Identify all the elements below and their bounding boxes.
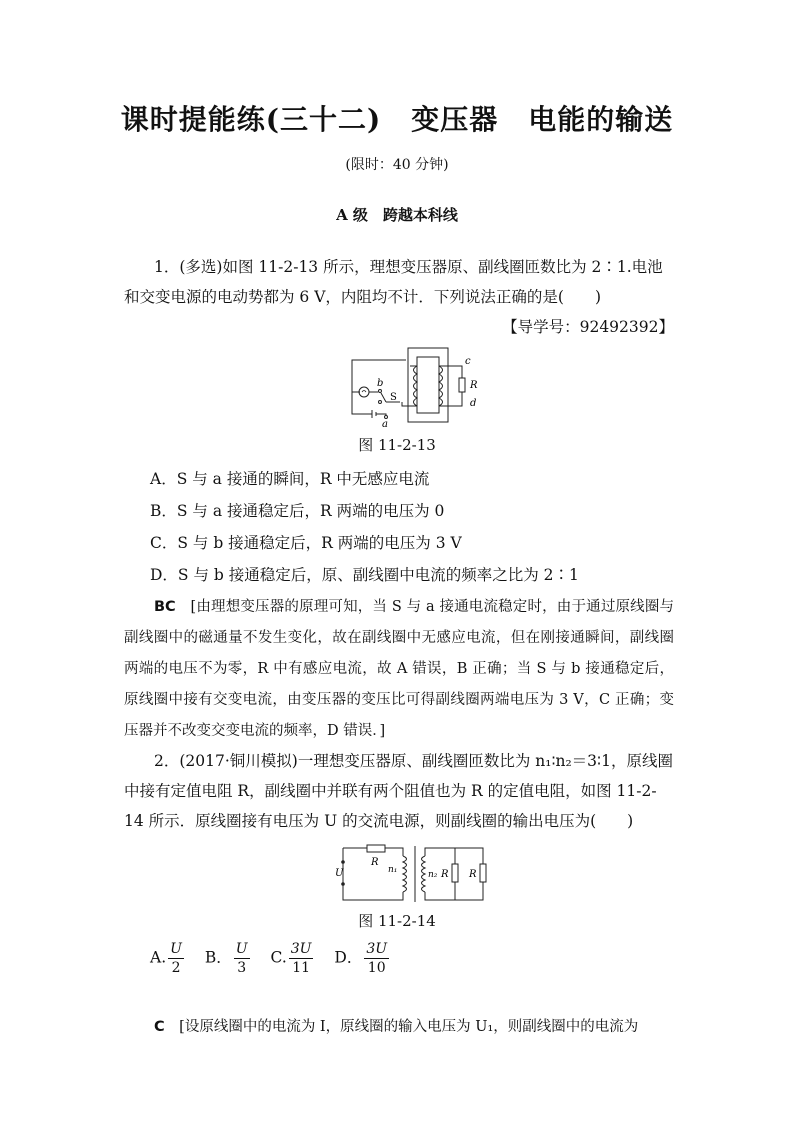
guide-number: 【导学号：92492392】 (502, 318, 674, 336)
figure-caption-2: 图 11-2-14 (358, 912, 436, 930)
q2-answer (124, 1012, 674, 1043)
q1-answer (124, 592, 674, 747)
q1-option-b: B．S 与 a 接通稳定后，R 两端的电压为 0 (150, 502, 445, 520)
section-heading: A 级 跨越本科线 (336, 206, 458, 224)
label-a: a (382, 419, 388, 428)
q2-option-b: B． $\frac{U}{3}$ (204, 941, 248, 976)
q2-answer-key: C (154, 1019, 165, 1035)
label-c: c (465, 356, 471, 367)
title-main: 课时提能练(三十二) (120, 103, 382, 136)
label-R-2: R (469, 869, 477, 880)
label-R-1: R (441, 869, 449, 880)
page-title (0, 98, 794, 138)
q2-options (150, 940, 405, 977)
label-n1: n₁ (388, 865, 398, 875)
q2-option-d: D． $\frac{3U}{10}$ (334, 941, 388, 976)
label-d: d (470, 398, 477, 409)
label-b: b (377, 378, 384, 389)
label-U: U (335, 868, 344, 879)
q2-option-a: A. $\frac{U}{2}$ (150, 941, 182, 976)
label-S: S (390, 392, 397, 403)
question-1-stem: 1．(多选)如图 11-2-13 所示，理想变压器原、副线圈匝数比为 2∶1.电池和交变电源的电动势都为 6 V，内阻均不计．下列说法正确的是( ) (124, 258, 663, 306)
question-2-stem: 2．(2017·铜川模拟)一理想变压器原、副线圈匝数比为 n₁∶n₂＝3∶1，原线圈中接有定值电阻 R，副线圈中并联有两个阻值也为 R 的定值电阻，如图 11-2-14 所示．原线圈接有电压为 U 的交流电源，则副线圈的输出电压为( ) (124, 752, 673, 830)
q1-answer-text: [由理想变压器的原理可知，当 S 与 a 接通电流稳定时，由于通过原线圈与副线圈中的磁通量不发生变化，故在副线圈中无感应电流，但在刚接通瞬间，副线圈两端的电压不为零，R 中有感应电流，故 A 错误，B 正确；当 S 与 b 接通稳定后，原线圈中接有交变电流，由变压器的变压比可得副线圈两端电压为 3 V，C 正确；变压器并不改变交变电流的频率，D 错误．] (124, 599, 675, 739)
label-n2: n₂ (428, 870, 438, 880)
figure-11-2-13 (340, 344, 490, 428)
q1-option-c: C．S 与 b 接通稳定后，R 两端的电压为 3 V (150, 534, 462, 552)
q1-option-a: A．S 与 a 接通的瞬间，R 中无感应电流 (150, 470, 430, 488)
time-limit: (限时：40 分钟) (345, 157, 449, 173)
q2-option-c: C. $\frac{3U}{11}$ (270, 941, 312, 976)
q1-answer-key: BC (154, 599, 176, 615)
figure-11-2-14 (333, 842, 495, 906)
q1-option-d: D．S 与 b 接通稳定后，原、副线圈中电流的频率之比为 2∶1 (150, 566, 579, 584)
q2-answer-text: [设原线圈中的电流为 I，原线圈的输入电压为 U₁，则副线圈中的电流为 (179, 1019, 639, 1035)
title-part2: 电能的输送 (528, 103, 674, 136)
title-part1: 变压器 (411, 103, 499, 136)
label-R-primary: R (371, 857, 379, 868)
label-R: R (470, 380, 478, 391)
figure-caption-1: 图 11-2-13 (358, 436, 436, 454)
